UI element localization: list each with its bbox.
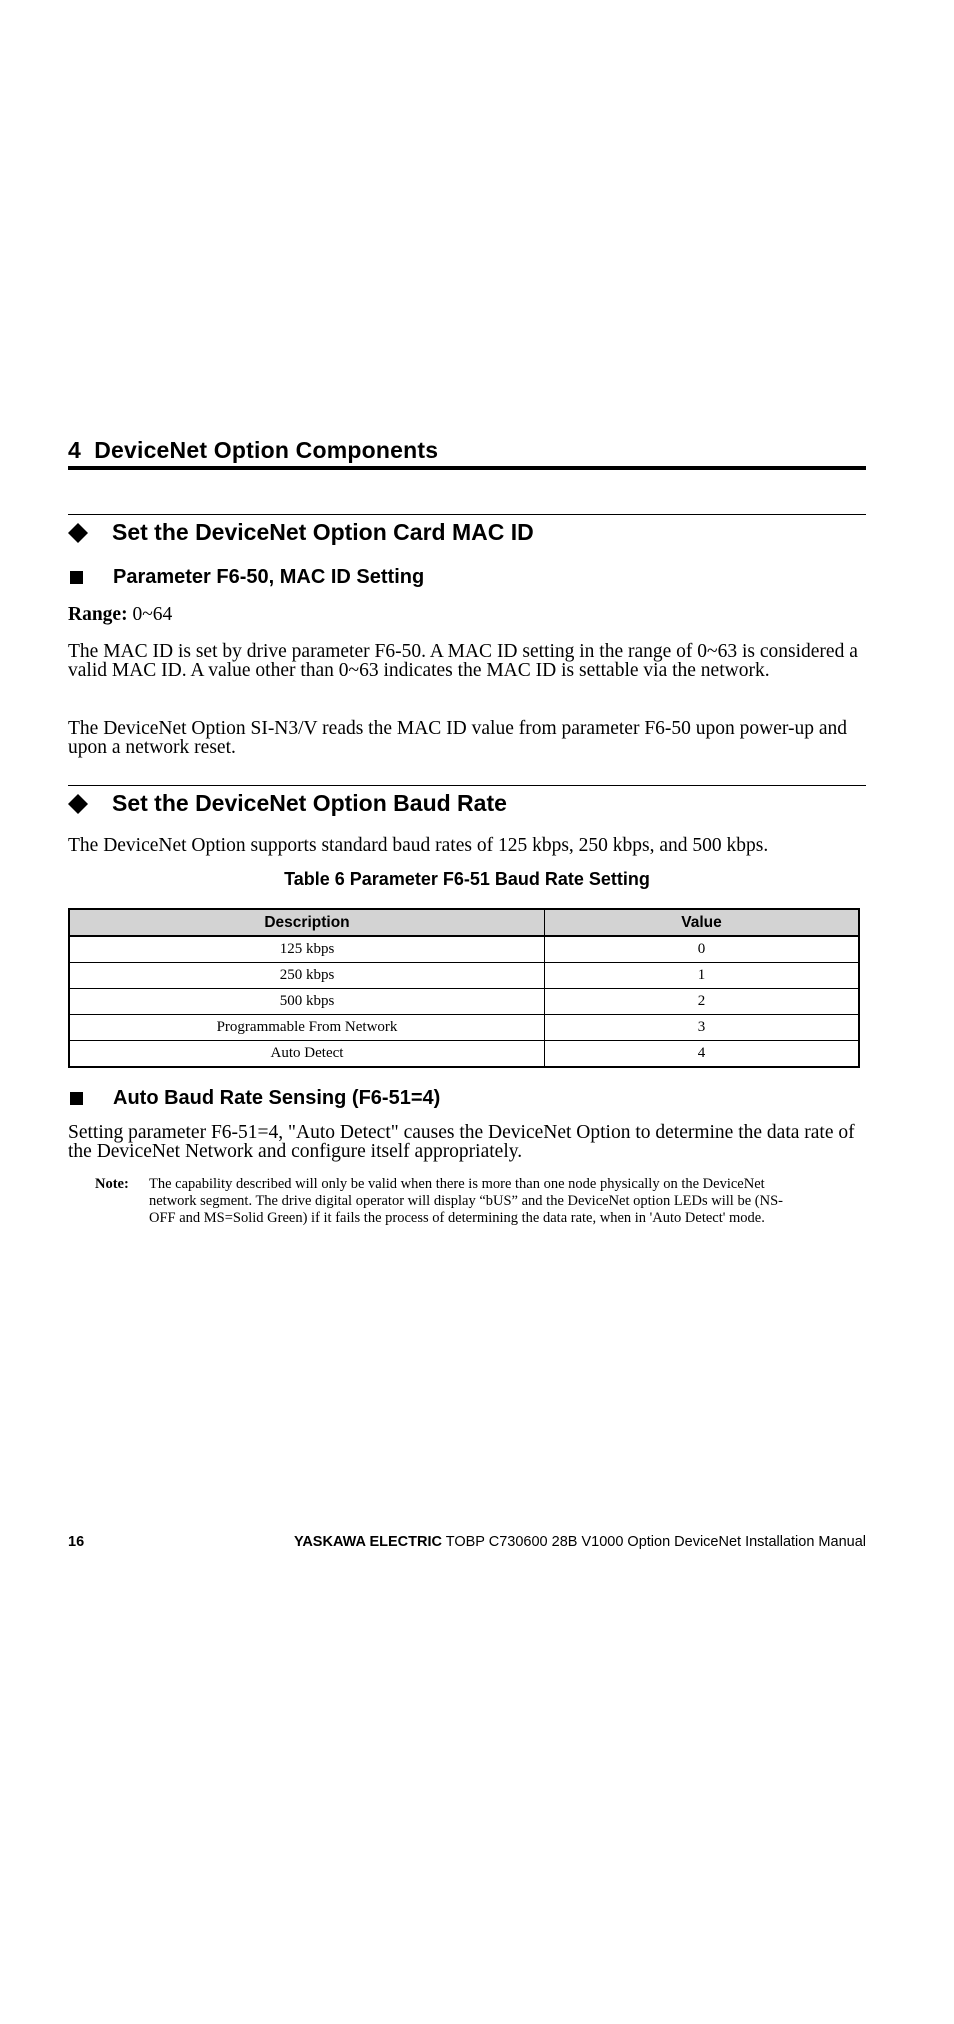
square-bullet-icon [70, 571, 83, 584]
table-row [69, 936, 859, 963]
table-row [69, 1015, 859, 1041]
section-heading-mac-id [68, 519, 534, 546]
range-line [68, 605, 866, 624]
footer-brand: YASKAWA ELECTRIC [294, 1534, 442, 1550]
footer-doc-info [294, 1534, 866, 1550]
manual-page [68, 0, 866, 2024]
table-caption: Table 6 Parameter F6-51 Baud Rate Setting [284, 869, 650, 889]
table-cell-description: Auto Detect [69, 1041, 545, 1068]
chapter-title [68, 437, 866, 464]
table-header-row [69, 909, 859, 936]
subheading-text: Parameter F6-50, MAC ID Setting [113, 566, 425, 588]
note-block [95, 1176, 855, 1227]
table-cell-value: 1 [545, 963, 860, 989]
diamond-bullet-icon [68, 794, 88, 814]
table-row [69, 989, 859, 1015]
section-heading-text: Set the DeviceNet Option Card MAC ID [112, 519, 534, 545]
column-header-description: Description [69, 909, 545, 936]
chapter-name: DeviceNet Option Components [94, 437, 439, 463]
mac-id-paragraph-1: The MAC ID is set by drive parameter F6-50. A MAC ID setting in the range of 0~63 is considered a valid MAC ID. A value other than 0~63 indicates the MAC ID is settable via the network. [68, 641, 858, 681]
table-cell-value: 4 [545, 1041, 860, 1068]
section-heading-baud-rate [68, 790, 507, 817]
square-bullet-icon [70, 1092, 83, 1105]
table-cell-description: 250 kbps [69, 963, 545, 989]
subheading-auto-baud [68, 1087, 440, 1110]
table-cell-description: 125 kbps [69, 936, 545, 963]
section-heading-text: Set the DeviceNet Option Baud Rate [112, 790, 507, 816]
page-number: 16 [68, 1534, 85, 1550]
auto-baud-paragraph: Setting parameter F6-51=4, "Auto Detect" causes the DeviceNet Option to determine the data rate of the DeviceNet Network and configure itself appropriately. [68, 1122, 855, 1162]
table-cell-value: 0 [545, 936, 860, 963]
note-label: Note: [95, 1176, 129, 1192]
page-footer [68, 1534, 866, 1550]
table-cell-description: 500 kbps [69, 989, 545, 1015]
subheading-text: Auto Baud Rate Sensing (F6-51=4) [113, 1087, 441, 1109]
section-divider [68, 514, 866, 515]
table-cell-value: 2 [545, 989, 860, 1015]
mac-id-paragraph-2: The DeviceNet Option SI-N3/V reads the MAC ID value from parameter F6-50 upon power-up and upon a network reset. [68, 718, 848, 758]
table-cell-value: 3 [545, 1015, 860, 1041]
subheading-f6-50 [68, 566, 424, 589]
footer-doc-title: TOBP C730600 28B V1000 Option DeviceNet Installation Manual [445, 1534, 866, 1550]
section-divider [68, 785, 866, 786]
table-row [69, 963, 859, 989]
chapter-number: 4 [68, 437, 81, 463]
chapter-rule [68, 466, 866, 470]
range-value: 0~64 [132, 604, 173, 625]
baud-rate-table [68, 908, 860, 1068]
diamond-bullet-icon [68, 523, 88, 543]
table-row [69, 1041, 859, 1068]
note-text: The capability described will only be valid when there is more than one node physically on the DeviceNet network segment. The drive digital operator will display “bUS” and the DeviceNet option LEDs will be (NS-OFF and MS=Solid Green) if it fails the process of determining the data rate, when in 'Auto Detect' mode. [149, 1176, 783, 1226]
column-header-value: Value [545, 909, 860, 936]
table-cell-description: Programmable From Network [69, 1015, 545, 1041]
range-label: Range: [68, 604, 128, 625]
baud-intro-paragraph: The DeviceNet Option supports standard baud rates of 125 kbps, 250 kbps, and 500 kbps. [68, 835, 769, 856]
